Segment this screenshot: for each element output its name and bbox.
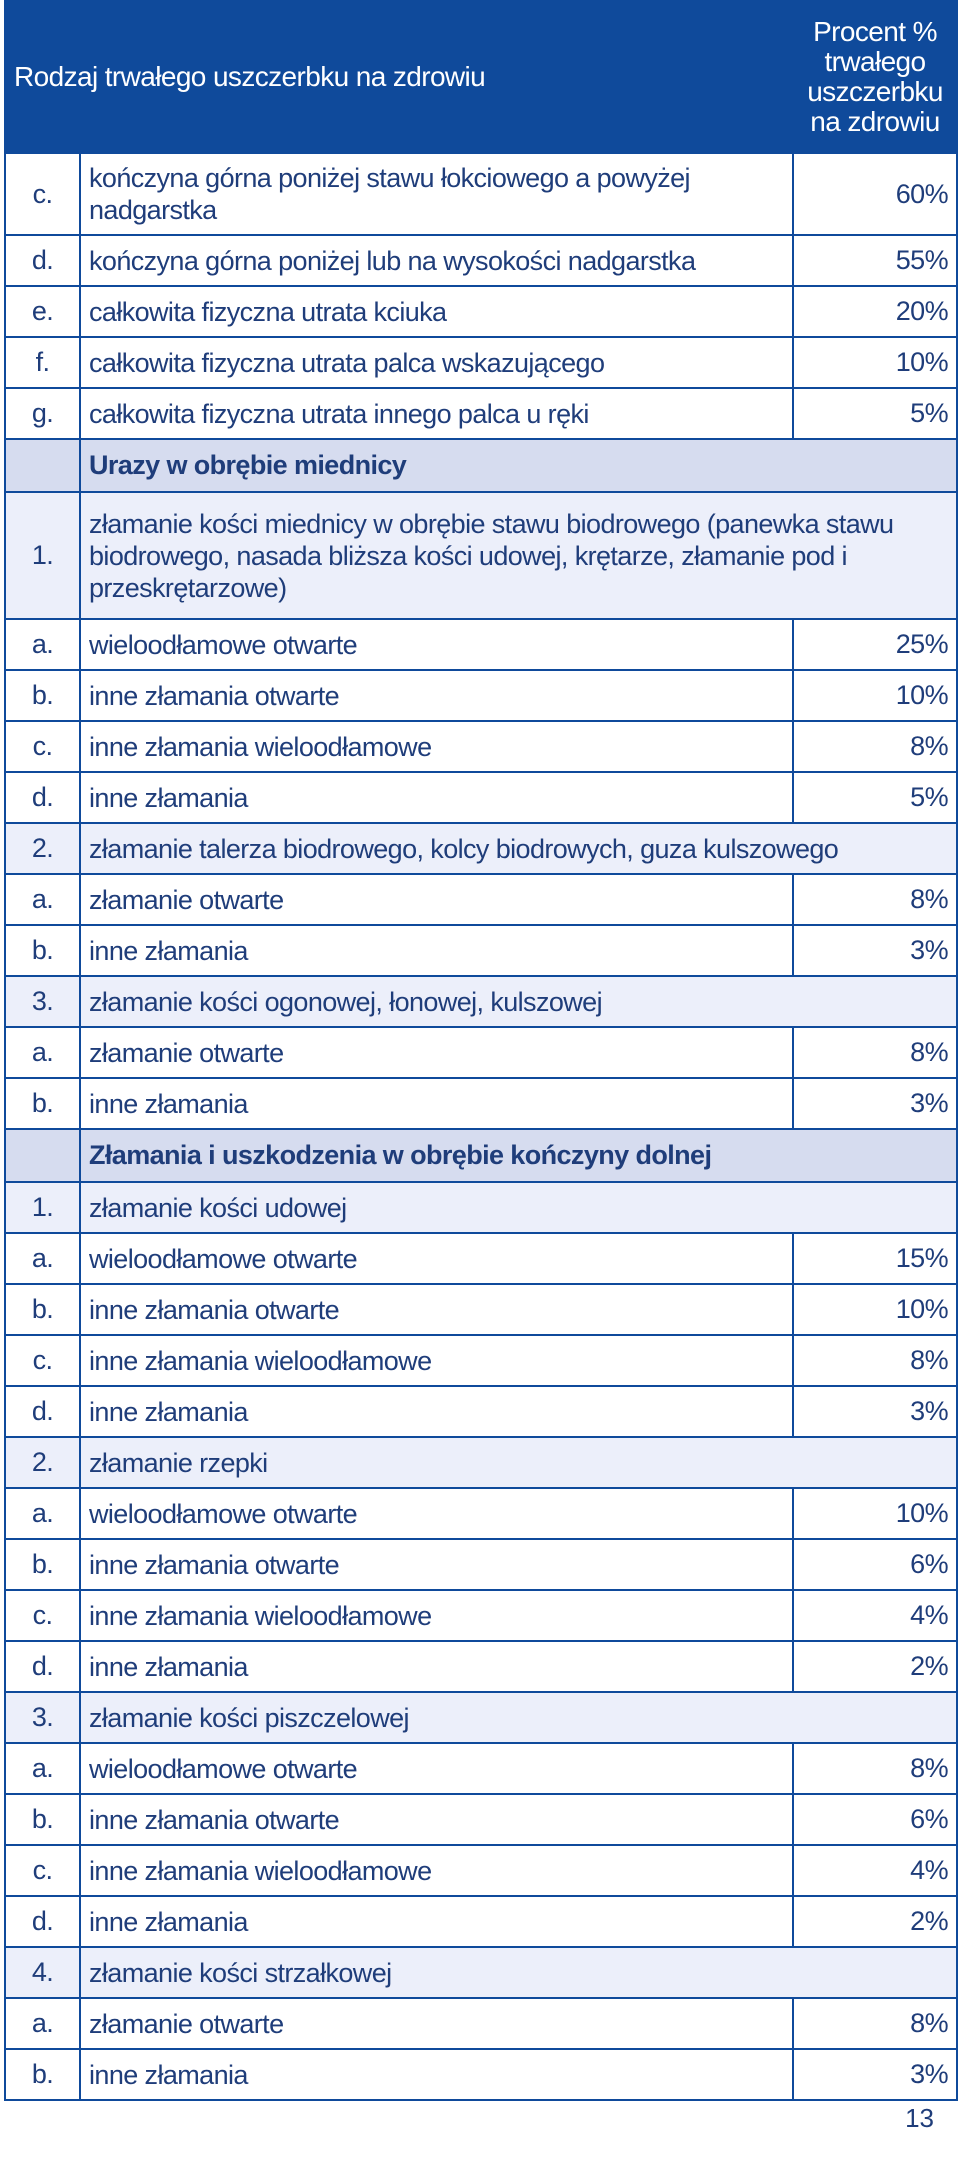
table-row bbox=[5, 388, 957, 439]
category-row bbox=[5, 1437, 957, 1488]
table-row bbox=[5, 1078, 957, 1129]
percentage-value: 10% bbox=[793, 1284, 957, 1335]
percentage-value: 6% bbox=[793, 1794, 957, 1845]
injury-label: złamanie otwarte bbox=[80, 1027, 793, 1078]
percentage-value: 15% bbox=[793, 1233, 957, 1284]
row-letter: a. bbox=[5, 1027, 80, 1078]
table-row bbox=[5, 1641, 957, 1692]
section-title: Urazy w obrębie miednicy bbox=[80, 439, 957, 492]
category-label: złamanie talerza biodrowego, kolcy biodrowych, guza kulszowego bbox=[80, 823, 957, 874]
row-letter: b. bbox=[5, 1284, 80, 1335]
percentage-value: 3% bbox=[793, 2049, 957, 2100]
category-label: złamanie kości strzałkowej bbox=[80, 1947, 957, 1998]
table-row bbox=[5, 1488, 957, 1539]
percentage-value: 3% bbox=[793, 1386, 957, 1437]
category-row bbox=[5, 1692, 957, 1743]
injury-label: złamanie otwarte bbox=[80, 874, 793, 925]
category-row bbox=[5, 976, 957, 1027]
row-letter: b. bbox=[5, 1539, 80, 1590]
injury-label: inne złamania bbox=[80, 1078, 793, 1129]
table-row bbox=[5, 1794, 957, 1845]
row-letter: c. bbox=[5, 1335, 80, 1386]
row-letter: g. bbox=[5, 388, 80, 439]
row-letter: d. bbox=[5, 772, 80, 823]
category-row bbox=[5, 1947, 957, 1998]
percentage-value: 8% bbox=[793, 1027, 957, 1078]
injury-label: inne złamania bbox=[80, 1896, 793, 1947]
injury-label: kończyna górna poniżej lub na wysokości nadgarstka bbox=[80, 235, 793, 286]
injury-label: wieloodłamowe otwarte bbox=[80, 1488, 793, 1539]
row-letter: e. bbox=[5, 286, 80, 337]
injury-label: inne złamania otwarte bbox=[80, 670, 793, 721]
section-title: Złamania i uszkodzenia w obrębie kończyny dolnej bbox=[80, 1129, 957, 1182]
percentage-value: 3% bbox=[793, 1078, 957, 1129]
percentage-value: 5% bbox=[793, 388, 957, 439]
category-label: złamanie kości udowej bbox=[80, 1182, 957, 1233]
percentage-value: 4% bbox=[793, 1845, 957, 1896]
table-row bbox=[5, 1590, 957, 1641]
percentage-value: 8% bbox=[793, 1743, 957, 1794]
section-empty-cell bbox=[5, 1129, 80, 1182]
category-row bbox=[5, 1182, 957, 1233]
table-row bbox=[5, 721, 957, 772]
row-letter: c. bbox=[5, 153, 80, 235]
table-row bbox=[5, 235, 957, 286]
category-row bbox=[5, 823, 957, 874]
table-row bbox=[5, 1284, 957, 1335]
row-number: 3. bbox=[5, 1692, 80, 1743]
percentage-value: 8% bbox=[793, 1998, 957, 2049]
percentage-value: 3% bbox=[793, 925, 957, 976]
percentage-value: 55% bbox=[793, 235, 957, 286]
row-number: 4. bbox=[5, 1947, 80, 1998]
section-header-row bbox=[5, 439, 957, 492]
table-body bbox=[5, 153, 957, 2100]
row-letter: b. bbox=[5, 1794, 80, 1845]
row-number: 2. bbox=[5, 1437, 80, 1488]
row-letter: d. bbox=[5, 1896, 80, 1947]
table-row bbox=[5, 1027, 957, 1078]
injury-label: inne złamania bbox=[80, 1641, 793, 1692]
injury-label: kończyna górna poniżej stawu łokciowego a powyżej nadgarstka bbox=[80, 153, 793, 235]
row-number: 2. bbox=[5, 823, 80, 874]
injury-label: wieloodłamowe otwarte bbox=[80, 1743, 793, 1794]
row-letter: a. bbox=[5, 1233, 80, 1284]
percentage-value: 2% bbox=[793, 1896, 957, 1947]
category-row bbox=[5, 492, 957, 619]
percentage-value: 4% bbox=[793, 1590, 957, 1641]
injury-label: inne złamania bbox=[80, 772, 793, 823]
table-row bbox=[5, 1335, 957, 1386]
percentage-value: 8% bbox=[793, 874, 957, 925]
injury-label: inne złamania bbox=[80, 2049, 793, 2100]
table-row bbox=[5, 1539, 957, 1590]
header-type-column: Rodzaj trwałego uszczerbku na zdrowiu bbox=[5, 1, 793, 153]
page-number: 13 bbox=[905, 2103, 934, 2133]
injury-label: inne złamania wieloodłamowe bbox=[80, 1845, 793, 1896]
row-letter: d. bbox=[5, 1641, 80, 1692]
row-number: 1. bbox=[5, 1182, 80, 1233]
table-row bbox=[5, 1233, 957, 1284]
injury-label: inne złamania wieloodłamowe bbox=[80, 721, 793, 772]
row-number: 3. bbox=[5, 976, 80, 1027]
row-number: 1. bbox=[5, 492, 80, 619]
injury-label: inne złamania bbox=[80, 1386, 793, 1437]
row-letter: a. bbox=[5, 1998, 80, 2049]
category-label: złamanie kości ogonowej, łonowej, kulszowej bbox=[80, 976, 957, 1027]
table-row bbox=[5, 286, 957, 337]
row-letter: a. bbox=[5, 874, 80, 925]
header-percent-line: Procent % bbox=[813, 16, 937, 47]
row-letter: b. bbox=[5, 1078, 80, 1129]
injury-label: inne złamania wieloodłamowe bbox=[80, 1335, 793, 1386]
injury-label: inne złamania otwarte bbox=[80, 1794, 793, 1845]
injury-label: całkowita fizyczna utrata innego palca u ręki bbox=[80, 388, 793, 439]
table-row bbox=[5, 1998, 957, 2049]
table-row bbox=[5, 337, 957, 388]
header-percent-column bbox=[793, 1, 957, 153]
category-label: złamanie kości piszczelowej bbox=[80, 1692, 957, 1743]
percentage-value: 6% bbox=[793, 1539, 957, 1590]
percentage-value: 10% bbox=[793, 670, 957, 721]
row-letter: c. bbox=[5, 1590, 80, 1641]
percentage-value: 10% bbox=[793, 337, 957, 388]
injury-label: całkowita fizyczna utrata kciuka bbox=[80, 286, 793, 337]
row-letter: d. bbox=[5, 235, 80, 286]
row-letter: b. bbox=[5, 925, 80, 976]
percentage-value: 2% bbox=[793, 1641, 957, 1692]
header-percent-line: uszczerbku bbox=[807, 76, 943, 107]
percentage-value: 60% bbox=[793, 153, 957, 235]
injury-label: złamanie otwarte bbox=[80, 1998, 793, 2049]
injury-label: wieloodłamowe otwarte bbox=[80, 619, 793, 670]
percentage-value: 5% bbox=[793, 772, 957, 823]
percentage-value: 20% bbox=[793, 286, 957, 337]
table-row bbox=[5, 670, 957, 721]
injury-label: całkowita fizyczna utrata palca wskazującego bbox=[80, 337, 793, 388]
row-letter: b. bbox=[5, 2049, 80, 2100]
header-percent-line: na zdrowiu bbox=[810, 106, 940, 137]
row-letter: c. bbox=[5, 721, 80, 772]
percentage-value: 10% bbox=[793, 1488, 957, 1539]
table-row bbox=[5, 1896, 957, 1947]
row-letter: d. bbox=[5, 1386, 80, 1437]
table-row bbox=[5, 1743, 957, 1794]
table-row bbox=[5, 619, 957, 670]
row-letter: c. bbox=[5, 1845, 80, 1896]
row-letter: f. bbox=[5, 337, 80, 388]
injury-label: inne złamania bbox=[80, 925, 793, 976]
injury-label: wieloodłamowe otwarte bbox=[80, 1233, 793, 1284]
table-header bbox=[5, 1, 957, 153]
header-percent-line: trwałego bbox=[824, 46, 926, 77]
table-row bbox=[5, 1845, 957, 1896]
section-header-row bbox=[5, 1129, 957, 1182]
injury-label: inne złamania wieloodłamowe bbox=[80, 1590, 793, 1641]
row-letter: a. bbox=[5, 619, 80, 670]
injury-label: inne złamania otwarte bbox=[80, 1539, 793, 1590]
category-label: złamanie kości miednicy w obrębie stawu biodrowego (panewka stawu biodrowego, nasada bliższa kości udowej, krętarze, złamanie pod i przeskrętarzowe) bbox=[80, 492, 957, 619]
table-row bbox=[5, 874, 957, 925]
row-letter: b. bbox=[5, 670, 80, 721]
table-row bbox=[5, 2049, 957, 2100]
category-label: złamanie rzepki bbox=[80, 1437, 957, 1488]
injury-percentage-table bbox=[4, 0, 958, 2101]
row-letter: a. bbox=[5, 1743, 80, 1794]
percentage-value: 8% bbox=[793, 1335, 957, 1386]
table-row bbox=[5, 153, 957, 235]
table-row bbox=[5, 1386, 957, 1437]
table-row bbox=[5, 925, 957, 976]
injury-label: inne złamania otwarte bbox=[80, 1284, 793, 1335]
row-letter: a. bbox=[5, 1488, 80, 1539]
percentage-value: 8% bbox=[793, 721, 957, 772]
table-row bbox=[5, 772, 957, 823]
percentage-value: 25% bbox=[793, 619, 957, 670]
section-empty-cell bbox=[5, 439, 80, 492]
